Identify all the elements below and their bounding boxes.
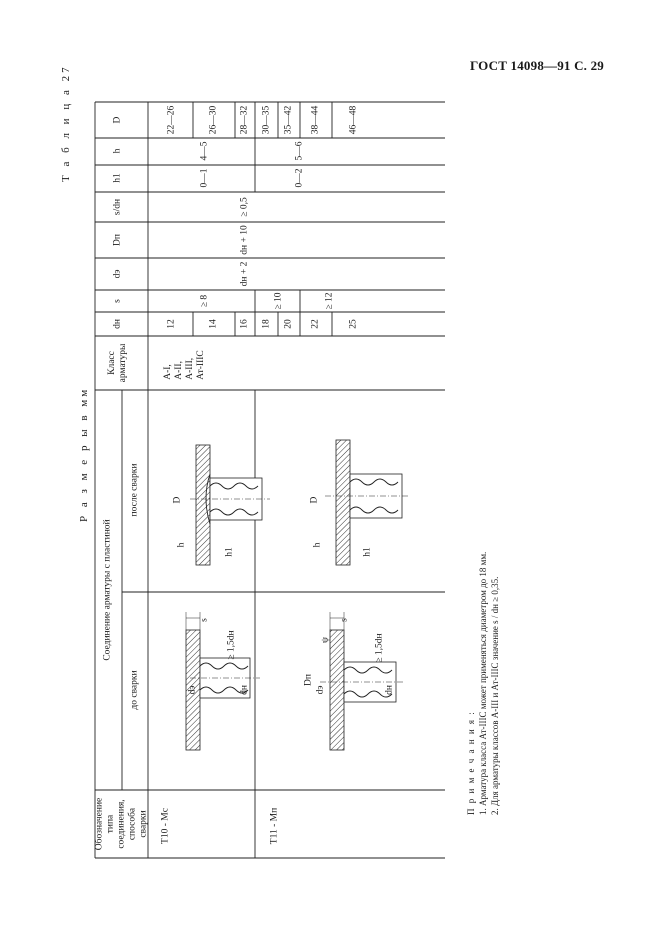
class-a1: А-I,: [163, 364, 173, 380]
note-2: 2. Для арматуры классов А-III и Ат-IIIС значение s / dн ≥ 0,35.: [490, 576, 500, 815]
note-1: 1. Арматура класса Ат-IIIС может применяться диаметром до 18 мм.: [478, 551, 488, 815]
col-designation-l2: типа: [105, 814, 116, 834]
D-4: 30—35: [261, 105, 272, 135]
col-class-l1: Класс: [107, 351, 117, 375]
lbl-s-t11: s: [339, 618, 350, 622]
notes-title: П р и м е ч а н и я :: [466, 710, 476, 815]
col-after: после сварки: [129, 463, 140, 517]
col-dn: dн: [112, 319, 123, 329]
lbl-ge-t11: ≥ 1,5dн: [374, 633, 385, 663]
lbl-dn-t10: dн: [239, 685, 250, 695]
col-class-l2: арматуры: [118, 343, 128, 383]
D-3: 28—32: [239, 105, 250, 135]
D-7: 46—48: [348, 105, 359, 135]
de-value: dн + 2: [239, 261, 250, 287]
D-5: 35—42: [283, 105, 294, 135]
s-ge10: ≥ 10: [273, 292, 284, 310]
D-6: 38—44: [310, 105, 321, 135]
D-2: 26—30: [208, 105, 219, 135]
dn-14: 14: [208, 319, 219, 329]
lbl-h-t11: h: [312, 542, 323, 548]
dn-16: 16: [239, 319, 250, 329]
dn-25: 25: [348, 319, 359, 329]
col-s-dn: s/dн: [112, 198, 123, 216]
col-designation-l4: способа: [127, 807, 138, 841]
lbl-de-t10: dэ: [187, 685, 198, 695]
dn-20: 20: [283, 319, 294, 329]
col-h1: h1: [112, 173, 123, 183]
dn-12: 12: [166, 319, 177, 329]
col-de: dэ: [112, 269, 123, 279]
row-t11: Т11 - Мп: [269, 807, 280, 845]
lbl-de-t11: dэ: [315, 685, 326, 695]
s-ge8: ≥ 8: [199, 294, 210, 308]
h-a: 4—5: [199, 141, 210, 161]
class-a3: А-III,: [185, 357, 195, 380]
dn-18: 18: [261, 319, 272, 329]
h-b: 5—6: [294, 141, 305, 161]
table-label: Т а б л и ц а 27: [60, 64, 72, 182]
s-ge12: ≥ 12: [324, 292, 335, 310]
D-1: 22—26: [166, 105, 177, 135]
col-designation-l1: Обозначение: [94, 797, 105, 851]
h1-a: 0—1: [199, 168, 210, 188]
col-D: D: [112, 116, 123, 124]
lbl-D-t11: D: [309, 496, 320, 504]
col-connection: Соединение арматуры с пластиной: [102, 519, 113, 661]
class-at3c: Ат-IIIС: [196, 350, 206, 380]
lbl-dn-t11: dн: [384, 685, 395, 695]
lbl-h1-t10: h1: [224, 547, 235, 557]
col-designation-l5: сварки: [138, 810, 149, 838]
class-a2: А-II,: [174, 361, 184, 380]
col-s: s: [112, 299, 123, 303]
s-dn-value: ≥ 0,5: [239, 197, 250, 217]
lbl-Dn-t11: Dп: [303, 674, 314, 686]
lbl-h-t10: h: [176, 542, 187, 548]
h1-b: 0—2: [294, 168, 305, 188]
sizes-label: Р а з м е р ы в мм: [78, 386, 90, 522]
lbl-ge-t10: ≥ 1,5dн: [226, 630, 237, 660]
lbl-h1-t11: h1: [362, 547, 373, 557]
col-Dn: Dп: [112, 234, 123, 246]
row-t10: Т10 - Мс: [160, 808, 171, 844]
page-header: ГОСТ 14098—91 С. 29: [470, 58, 604, 73]
dn-22: 22: [310, 319, 321, 329]
Dn-value: dн + 10: [239, 225, 250, 255]
lbl-D-t10: D: [172, 496, 183, 504]
lbl-psi: ψ: [320, 637, 331, 643]
col-h: h: [112, 148, 123, 154]
col-before: до сварки: [129, 670, 140, 710]
lbl-s-t10: s: [199, 618, 210, 622]
col-designation-l3: соединения,: [116, 799, 127, 849]
